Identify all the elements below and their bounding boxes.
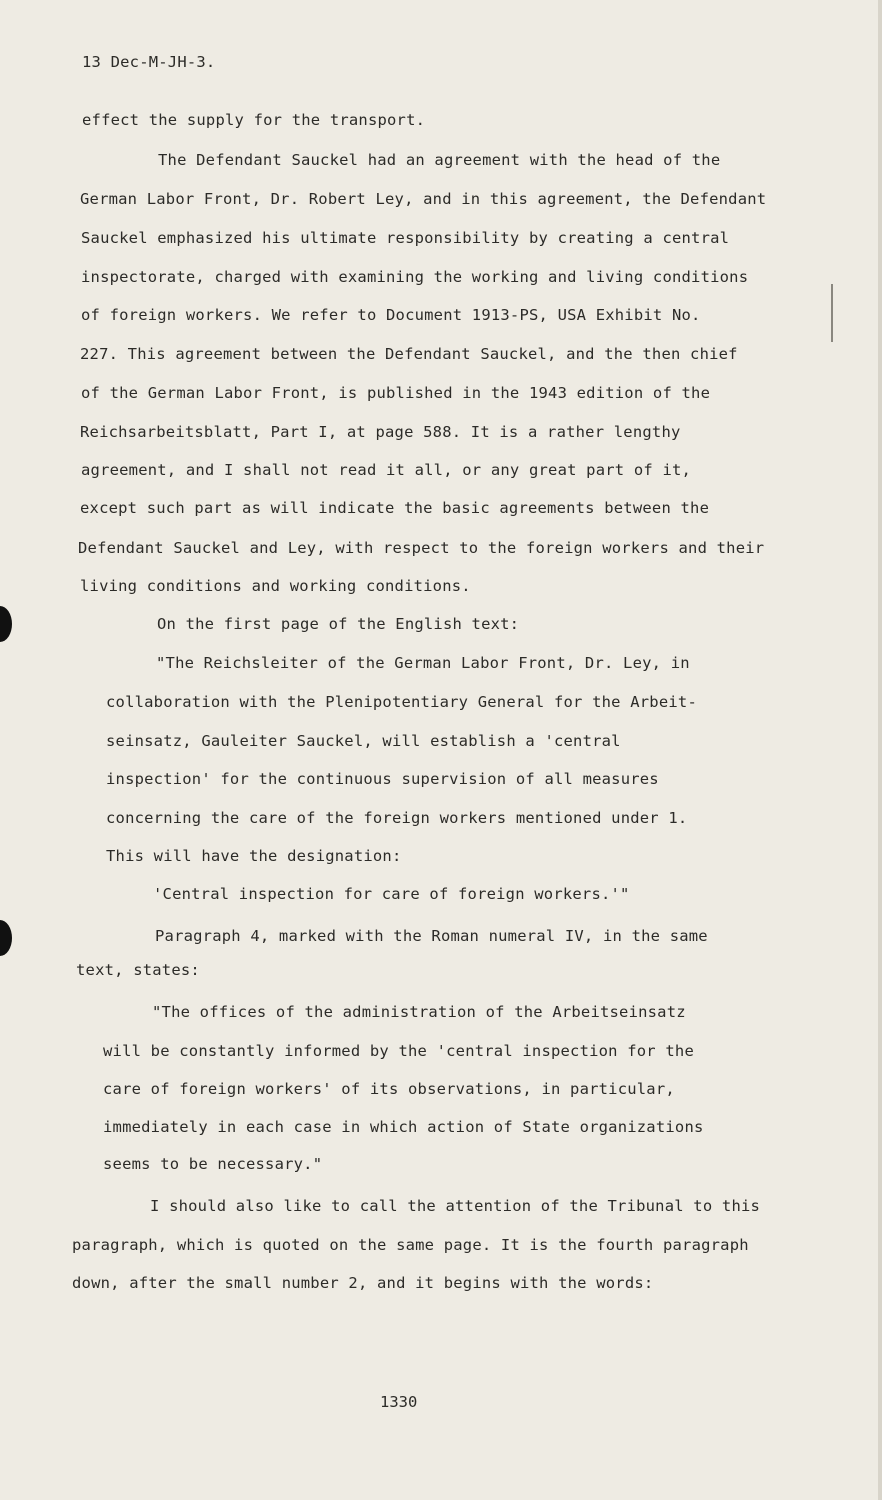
document-reference: 13 Dec-M-JH-3. <box>82 53 216 71</box>
quote-line: 'Central inspection for care of foreign workers.'" <box>153 885 630 903</box>
margin-mark <box>831 284 833 342</box>
quote-line: "The offices of the administration of the Arbeitseinsatz <box>152 1003 686 1021</box>
text-line: of the German Labor Front, is published in the 1943 edition of the <box>81 384 711 402</box>
text-line: except such part as will indicate the basic agreements between the <box>80 499 710 517</box>
text-line: The Defendant Sauckel had an agreement with the head of the <box>158 151 721 169</box>
quote-line: care of foreign workers' of its observations, in particular, <box>103 1080 675 1098</box>
text-line: down, after the small number 2, and it begins with the words: <box>72 1274 654 1292</box>
text-line: Sauckel emphasized his ultimate responsibility by creating a central <box>81 229 730 247</box>
quote-line: will be constantly informed by the 'central inspection for the <box>103 1042 694 1060</box>
punch-hole <box>0 606 12 642</box>
text-line: Reichsarbeitsblatt, Part I, at page 588. It is a rather lengthy <box>80 423 681 441</box>
text-line: On the first page of the English text: <box>157 615 520 633</box>
quote-line: This will have the designation: <box>106 847 402 865</box>
quote-line: collaboration with the Plenipotentiary General for the Arbeit- <box>106 693 697 711</box>
text-line: 227. This agreement between the Defendant Sauckel, and the then chief <box>80 345 738 363</box>
quote-line: immediately in each case in which action of State organizations <box>103 1118 704 1136</box>
quote-line: seinsatz, Gauleiter Sauckel, will establish a 'central <box>106 732 621 750</box>
quote-line: inspection' for the continuous supervision of all measures <box>106 770 659 788</box>
text-line: agreement, and I shall not read it all, or any great part of it, <box>81 461 692 479</box>
punch-hole <box>0 920 12 956</box>
text-line: text, states: <box>76 961 200 979</box>
page-number: 1330 <box>380 1393 418 1411</box>
quote-line: concerning the care of the foreign workers mentioned under 1. <box>106 809 688 827</box>
text-line: paragraph, which is quoted on the same page. It is the fourth paragraph <box>72 1236 749 1254</box>
quote-line: "The Reichsleiter of the German Labor Front, Dr. Ley, in <box>156 654 690 672</box>
text-line: Paragraph 4, marked with the Roman numeral IV, in the same <box>155 927 708 945</box>
text-line: inspectorate, charged with examining the working and living conditions <box>81 268 749 286</box>
text-line: Defendant Sauckel and Ley, with respect to the foreign workers and their <box>78 539 765 557</box>
text-line: living conditions and working conditions. <box>80 577 471 595</box>
text-line: effect the supply for the transport. <box>82 111 426 129</box>
text-line: of foreign workers. We refer to Document 1913-PS, USA Exhibit No. <box>81 306 701 324</box>
page-edge <box>878 0 882 1500</box>
quote-line: seems to be necessary." <box>103 1155 323 1173</box>
text-line: I should also like to call the attention of the Tribunal to this <box>150 1197 761 1215</box>
text-line: German Labor Front, Dr. Robert Ley, and in this agreement, the Defendant <box>80 190 767 208</box>
